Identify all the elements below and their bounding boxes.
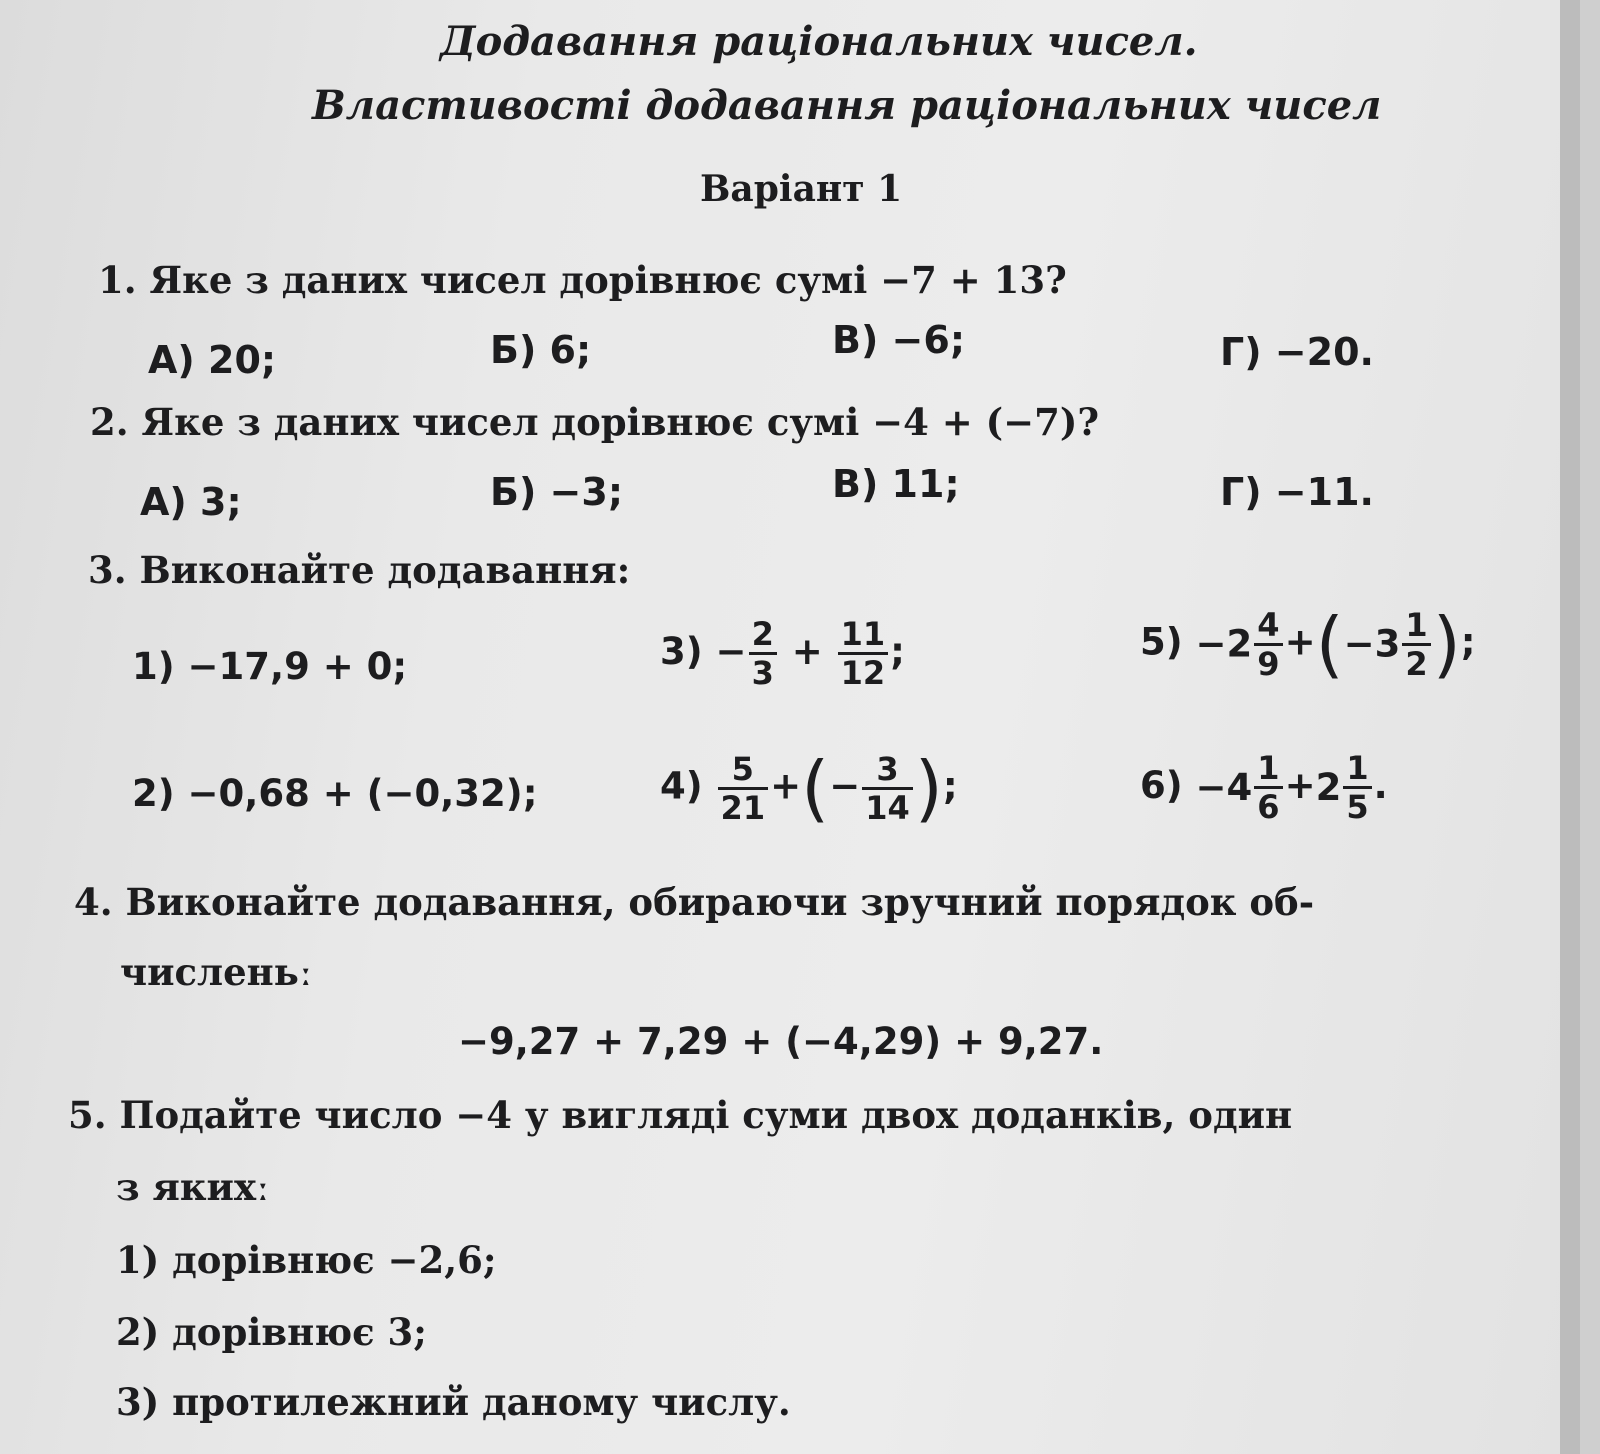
title-line-2: Властивості додавання раціональних чисел xyxy=(312,82,1382,129)
task-3-5: 5) −2 $\frac{4}{9}$ +(−3 $\frac{1}{2}$ ); xyxy=(1140,602,1476,686)
question-4-line-2: численьː xyxy=(120,950,313,994)
plus-sign: + xyxy=(1284,764,1316,807)
variant-heading: Варіант 1 xyxy=(700,168,903,210)
minus-sign: − xyxy=(829,764,861,808)
q2-option-v: В) 11; xyxy=(832,462,960,506)
task-3-3: 3) − $\frac{2}{3}$ + $\frac{11}{12}$ ; xyxy=(660,615,905,692)
title-line-1: Додавання раціональних чисел. xyxy=(440,18,1198,65)
q1-option-a: А) 20; xyxy=(148,338,277,382)
question-5-item-1: 1) дорівнює −2,6; xyxy=(116,1238,497,1282)
q2-option-b: Б) −3; xyxy=(490,470,624,514)
task-label: 3) xyxy=(660,630,703,673)
q1-option-g: Г) −20. xyxy=(1220,330,1374,374)
plus-sign: + xyxy=(791,630,823,673)
task-3-4: 4) $\frac{5}{21}$ +(− $\frac{3}{14}$ ); xyxy=(660,746,958,830)
q2-option-g: Г) −11. xyxy=(1220,470,1374,514)
question-4-line-1: 4. Виконайте додавання, обираючи зручний порядок об- xyxy=(74,880,1315,924)
plus-sign: + xyxy=(770,764,802,808)
question-3: 3. Виконайте додавання: xyxy=(88,548,631,592)
task-label: 4) xyxy=(660,764,703,808)
question-2: 2. Яке з даних чисел дорівнює сумі −4 + (−7)? xyxy=(90,400,1100,444)
q2-option-a: А) 3; xyxy=(140,480,242,524)
fraction: $\frac{1}{2}$ xyxy=(1402,609,1430,680)
question-5-item-3: 3) протилежний даному числу. xyxy=(116,1380,791,1424)
task-3-1: 1) −17,9 + 0; xyxy=(132,645,408,688)
question-1: 1. Яке з даних чисел дорівнює сумі −7 + 13? xyxy=(98,258,1067,302)
task-label: 6) xyxy=(1140,764,1183,807)
fraction: $\frac{2}{3}$ xyxy=(749,618,777,689)
fraction: $\frac{4}{9}$ xyxy=(1254,609,1282,680)
fraction: $\frac{3}{14}$ xyxy=(862,753,913,824)
q1-option-v: В) −6; xyxy=(832,318,966,362)
fraction: $\frac{11}{12}$ xyxy=(838,618,889,689)
fraction: $\frac{1}{5}$ xyxy=(1343,752,1371,823)
q1-option-b: Б) 6; xyxy=(490,328,592,372)
task-label: 5) xyxy=(1140,620,1183,664)
fraction: $\frac{5}{21}$ xyxy=(718,753,769,824)
minus-sign: − xyxy=(715,630,747,673)
task-3-6: 6) −4 $\frac{1}{6}$ +2 $\frac{1}{5}$ . xyxy=(1140,749,1388,826)
question-5-item-2: 2) дорівнює 3; xyxy=(116,1310,427,1354)
question-5-line-2: з якихː xyxy=(116,1165,270,1209)
fraction: $\frac{1}{6}$ xyxy=(1254,752,1282,823)
question-5-line-1: 5. Подайте число −4 у вигляді суми двох доданків, один xyxy=(68,1093,1293,1137)
plus-sign: + xyxy=(1284,620,1316,664)
question-4-expression: −9,27 + 7,29 + (−4,29) + 9,27. xyxy=(458,1020,1104,1063)
page-edge xyxy=(1560,0,1580,1454)
task-3-2: 2) −0,68 + (−0,32); xyxy=(132,772,538,815)
